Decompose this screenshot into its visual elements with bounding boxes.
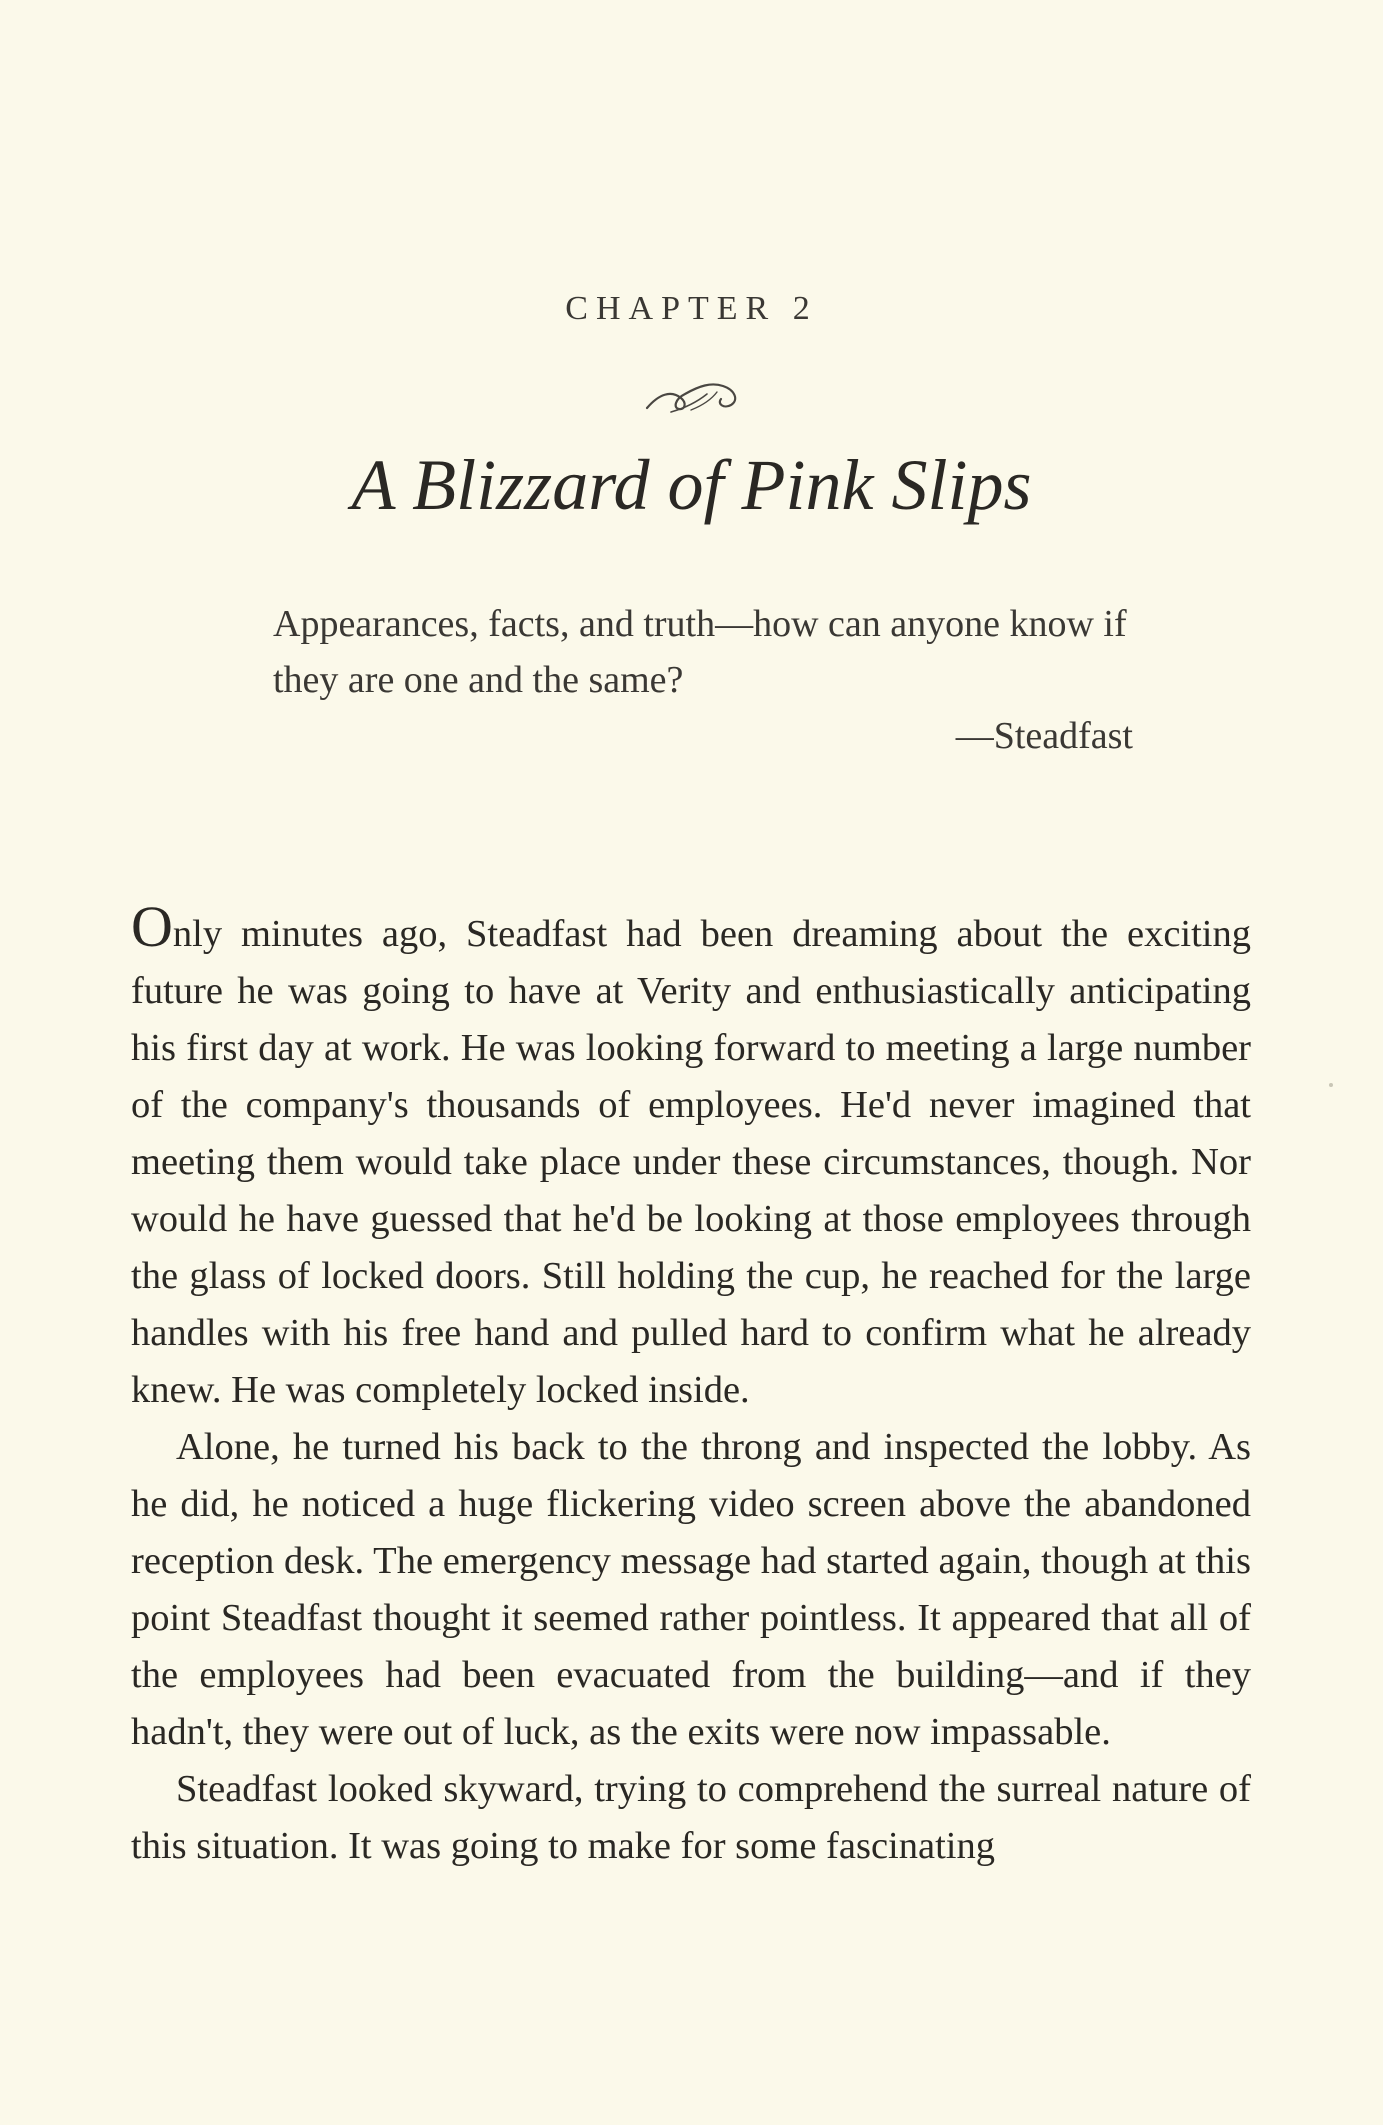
flourish-ornament-icon bbox=[641, 372, 745, 420]
paragraph-1-text: nly minutes ago, Steadfast had been dreaming about the exciting future he was going to have at Verity and enthusiastically anticipating his first day at work. He was looking forward to meeting a large number of the company's thousands of employees. He'd never imagined that meeting them would take place under these circumstances, though. Nor would he have guessed that he'd be looking at those employees through the glass of locked doors. Still holding the cup, he reached for the large handles with his free hand and pulled hard to confirm what he already knew. He was completely locked inside. bbox=[131, 913, 1251, 1411]
drop-cap: O bbox=[131, 894, 173, 959]
chapter-label: CHAPTER 2 bbox=[565, 290, 818, 327]
epigraph-quote: Appearances, facts, and truth—how can anyone know if they are one and the same? bbox=[273, 603, 1127, 701]
chapter-title: A Blizzard of Pink Slips bbox=[351, 445, 1032, 525]
body-paragraph-2: Alone, he turned his back to the throng and inspected the lobby. As he did, he noticed a huge flickering video screen above the abandoned reception desk. The emergency message had started again, though at this point Steadfast thought it seemed rather pointless. It appeared that all of the employees had been evacuated from the building—and if they hadn't, they were out of luck, as the exits were now impassable. bbox=[131, 1426, 1251, 1753]
epigraph-attribution: —Steadfast bbox=[955, 715, 1133, 757]
body-paragraph-1 bbox=[131, 894, 1251, 1419]
paper-speck bbox=[1329, 1083, 1333, 1087]
body-paragraph-3: Steadfast looked skyward, trying to comprehend the surreal nature of this situation. It was going to make for some fascinating bbox=[131, 1768, 1251, 1867]
chapter-body bbox=[131, 894, 1251, 1875]
